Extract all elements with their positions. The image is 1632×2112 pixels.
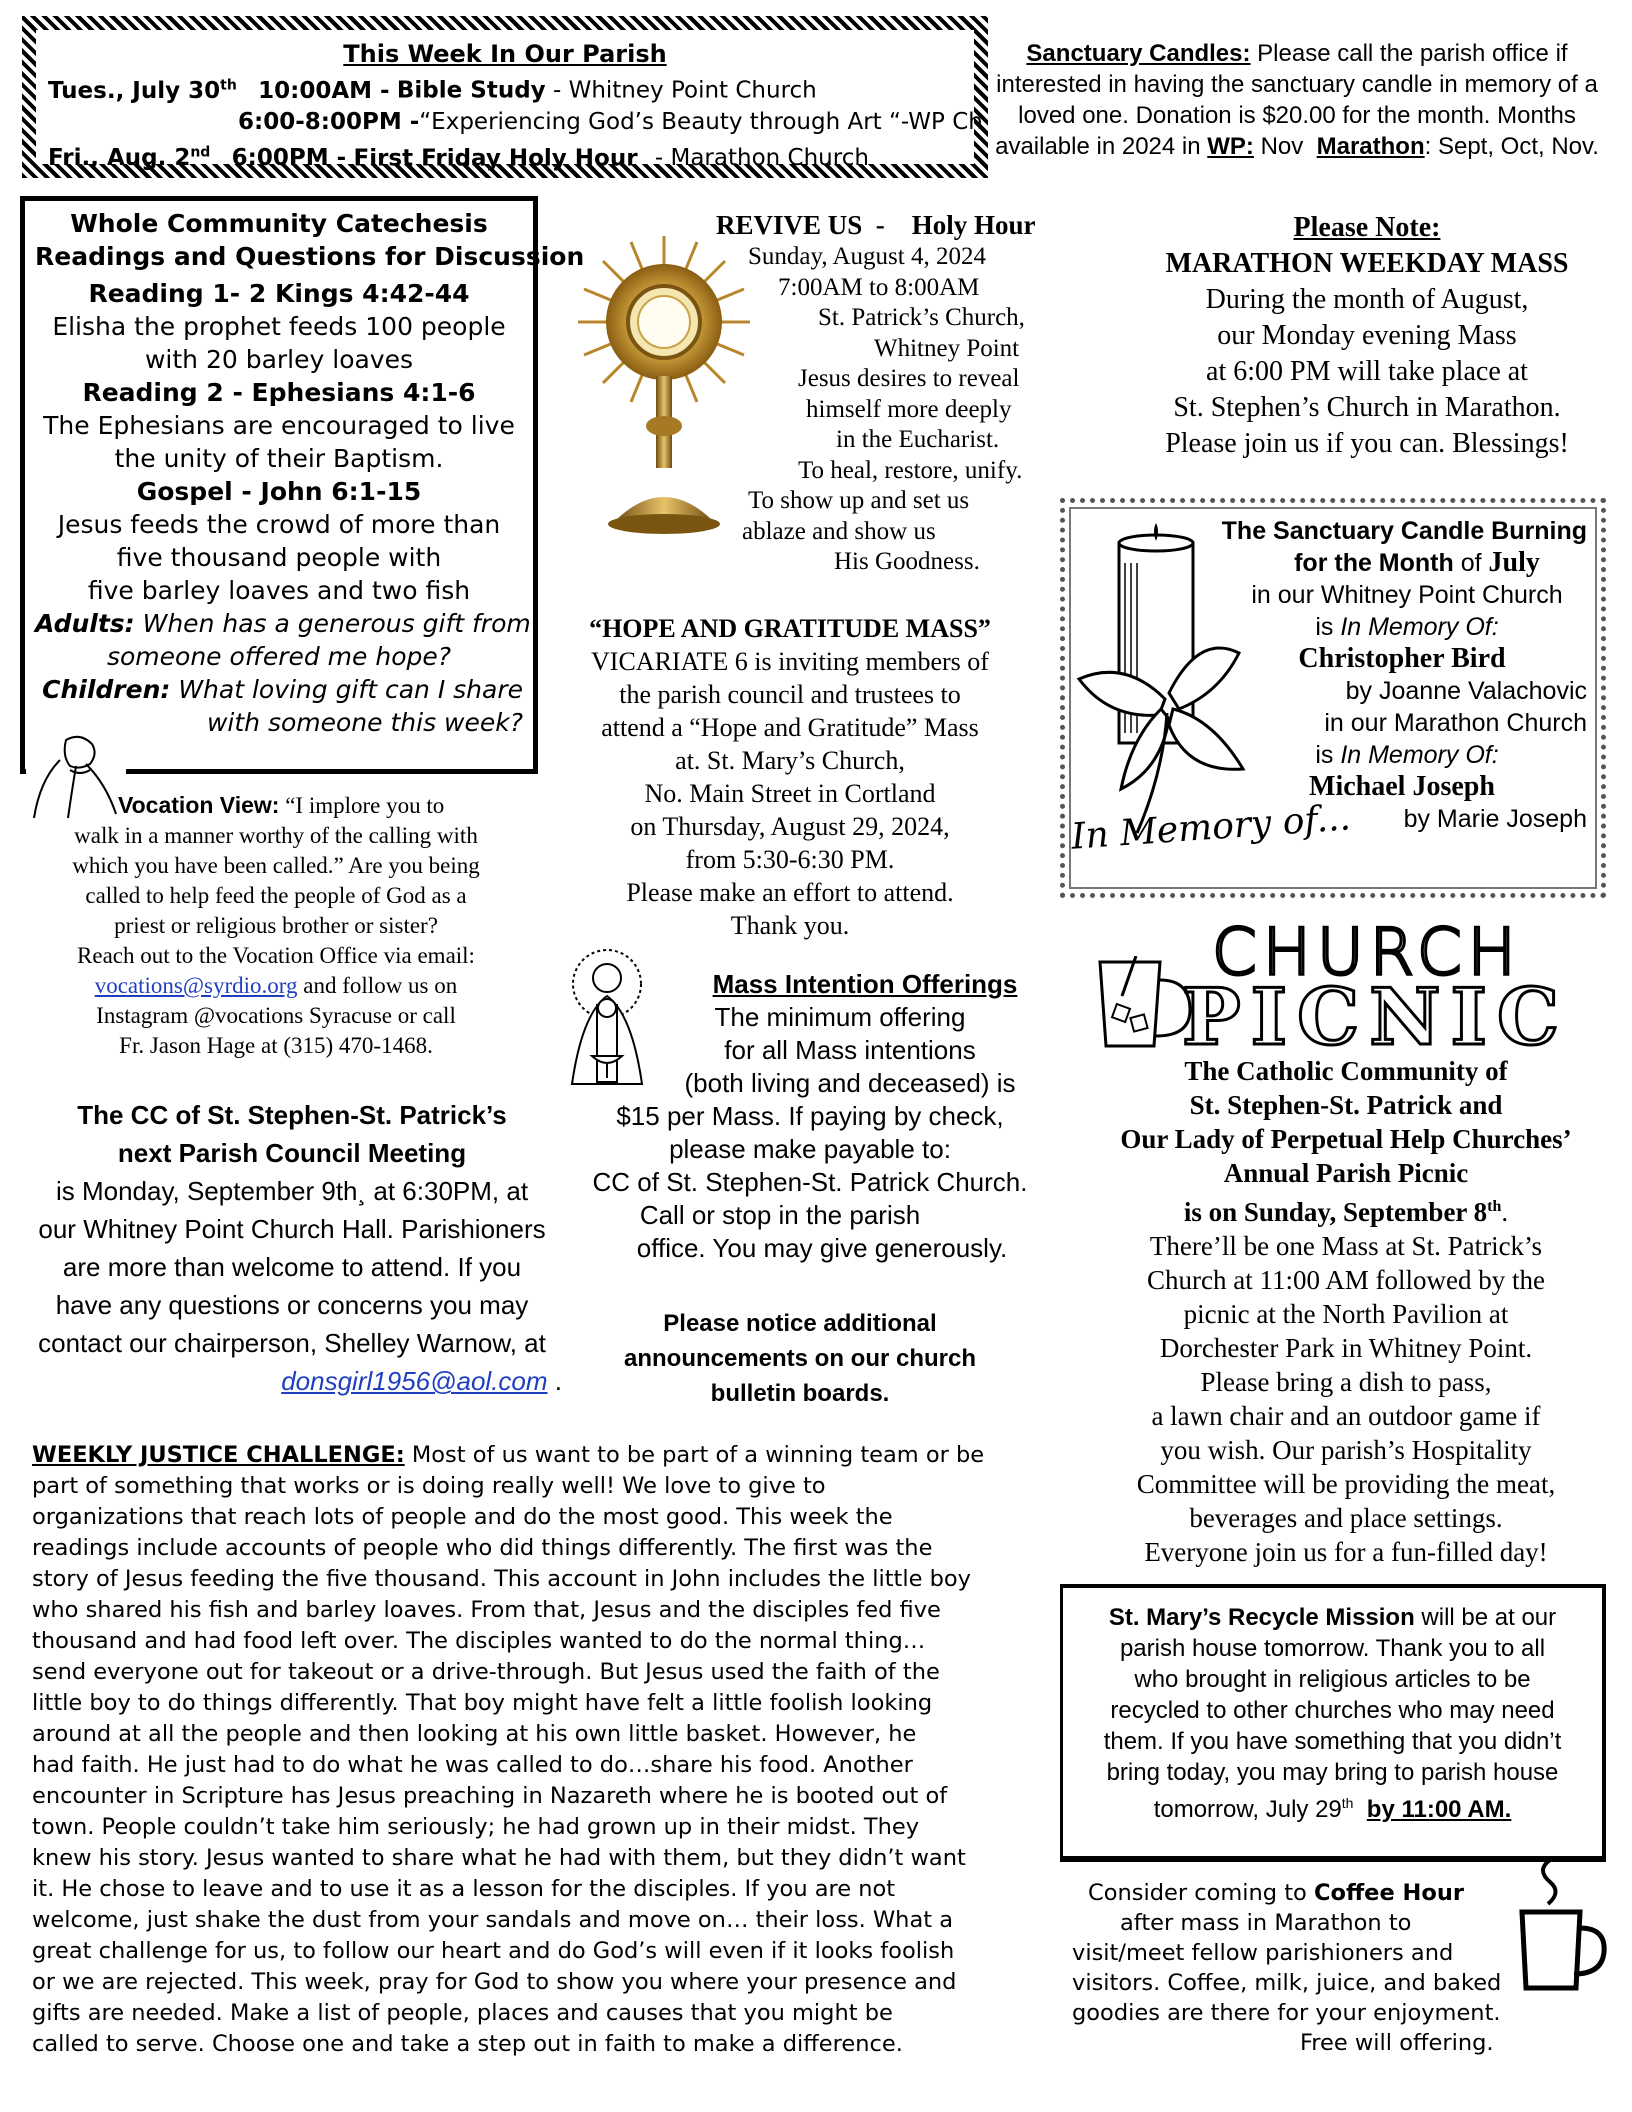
justice-first-line: WEEKLY JUSTICE CHALLENGE: Most of us want to be part of a winning team or be — [32, 1442, 985, 1468]
hope-title: “HOPE AND GRATITUDE MASS” — [589, 614, 991, 643]
picnic-bold-line: The Catholic Community of — [1184, 1056, 1508, 1086]
notice-line: bulletin boards. — [710, 1380, 890, 1407]
council-line: contact our chairperson, Shelley Warnow, at — [38, 1328, 546, 1358]
catechesis-box — [20, 196, 585, 774]
vocation-line: called to help feed the people of God as a — [85, 883, 467, 908]
mass-intention-line: for all Mass intentions — [724, 1035, 976, 1065]
hope-line: Thank you. — [730, 911, 850, 940]
picnic-line: beverages and place settings. — [1189, 1503, 1503, 1533]
holy-hour-line: St. Patrick’s Church, — [818, 304, 1025, 331]
holy-hour-details — [700, 242, 1100, 578]
holy-hour-line: himself more deeply — [806, 395, 1012, 423]
recycle-mission-box — [1060, 1584, 1606, 1862]
justice-line: or we are rejected. This week, pray for God to show you where your presence and — [32, 1969, 957, 1995]
justice-line: little boy to do things differently. That boy might have felt a little foolish looking — [32, 1690, 933, 1716]
holy-hour-line: in the Eucharist. — [836, 426, 1000, 453]
justice-line: part of something that works or is doing really well! We love to give to — [32, 1473, 826, 1499]
holy-hour-line: His Goodness. — [834, 548, 980, 575]
hope-line: the parish council and trustees to — [619, 680, 961, 709]
justice-line: town. People couldn’t take him seriously; he had grown up in their midst. They — [32, 1814, 920, 1840]
parish-picnic — [1066, 1054, 1626, 1569]
july-line-6: is In Memory Of: — [1315, 741, 1499, 769]
wcc-children-question-2: with someone this week? — [206, 708, 523, 737]
wcc-reading2-line: the unity of their Baptism. — [114, 444, 444, 473]
picnic-line: Please bring a dish to pass, — [1200, 1367, 1492, 1397]
council-line: have any questions or concerns you may — [55, 1290, 529, 1320]
recycle-last-line: tomorrow, July 29th by 11:00 AM. — [1153, 1795, 1512, 1823]
council-line: are more than welcome to attend. If you — [62, 1252, 522, 1282]
justice-line: encounter in Scripture has Jesus preaching in Nazareth where he is booted out of — [32, 1783, 948, 1809]
row3-place: - Marathon Church — [654, 145, 869, 172]
justice-line: called to serve. Choose one and take a step out in faith to make a difference. — [32, 2031, 903, 2057]
picnic-date-line: is on Sunday, September 8th. — [1183, 1197, 1509, 1227]
vocation-call-line: Fr. Jason Hage at (315) 470-1468. — [119, 1033, 433, 1058]
justice-line: gifts are needed. Make a list of people, places and causes that you might be — [32, 2000, 893, 2026]
hope-line: Please make an effort to attend. — [626, 878, 954, 907]
vocation-view — [22, 790, 530, 1061]
hope-line: No. Main Street in Cortland — [644, 779, 936, 808]
picnic-logo-top: CHURCH — [1212, 916, 1522, 990]
picnic-line: Dorchester Park in Whitney Point. — [1159, 1333, 1533, 1363]
please-note-line: Please join us if you can. Blessings! — [1165, 428, 1569, 459]
coffee-line: visit/meet fellow parishioners and — [1072, 1940, 1454, 1966]
hope-line: from 5:30-6:30 PM. — [685, 845, 895, 874]
council-title-2: next Parish Council Meeting — [117, 1138, 467, 1168]
weekly-justice-challenge — [32, 1440, 1042, 2060]
mass-intention-line: (both living and deceased) is — [684, 1068, 1016, 1098]
mass-intention-line: CC of St. Stephen-St. Patrick Church. — [592, 1167, 1028, 1197]
candles-line-1: interested in having the sanctuary candle in memory of a — [996, 71, 1598, 98]
wcc-adults-question-2: someone offered me hope? — [106, 642, 452, 671]
council-title-1: The CC of St. Stephen-St. Patrick’s — [77, 1100, 507, 1130]
justice-line: welcome, just shake the dust from your sandals and move on… their loss. What a — [32, 1907, 953, 1933]
holy-hour-line: 7:00AM to 8:00AM — [778, 273, 980, 301]
recycle-line: who brought in religious articles to be — [1134, 1666, 1531, 1693]
recycle-line: bring today, you may bring to parish house — [1106, 1759, 1559, 1786]
coffee-first-line: Consider coming to Coffee Hour — [1088, 1880, 1464, 1906]
coffee-line: Free will offering. — [1300, 2030, 1494, 2056]
wcc-gospel-title: Gospel - John 6:1-15 — [136, 477, 422, 506]
july-line-4: is In Memory Of: — [1315, 613, 1499, 641]
coffee-mug-illustration — [1512, 1856, 1612, 1996]
mass-intention-offerings — [560, 968, 1060, 1265]
sanctuary-candles-notice — [992, 38, 1602, 162]
july-name-1: Christopher Bird — [1298, 643, 1506, 674]
coffee-line: goodies are there for your enjoyment. — [1072, 2000, 1501, 2026]
notice-line: announcements on our church — [623, 1345, 977, 1372]
holy-hour-title: REVIVE US - Holy Hour — [716, 210, 1036, 240]
vocation-email-link[interactable]: vocations@syrdio.org — [94, 973, 298, 998]
hope-line: attend a “Hope and Gratitude” Mass — [601, 713, 979, 742]
picnic-line: Committee will be providing the meat, — [1136, 1469, 1556, 1499]
july-by-2: by Marie Joseph — [1403, 805, 1587, 833]
wcc-reading2-title: Reading 2 - Ephesians 4:1-6 — [82, 378, 476, 407]
this-week-row-2 — [44, 107, 983, 138]
council-email-line: donsgirl1956@aol.com . — [281, 1366, 562, 1396]
vocation-email-line: vocations@syrdio.org and follow us on — [94, 973, 458, 998]
please-note-box — [1122, 210, 1612, 462]
hope-line: VICARIATE 6 is inviting members of — [591, 647, 989, 676]
this-week-box — [22, 16, 988, 178]
candles-wp-label: WP: — [1207, 133, 1254, 160]
row1-time: 10:00AM - — [258, 77, 390, 104]
please-note-line: St. Stephen’s Church in Marathon. — [1173, 392, 1561, 423]
justice-line: it. He chose to leave and to use it as a lesson for the disciples. If you are not — [32, 1876, 896, 1902]
in-memory-script: In Memory of... — [1069, 797, 1352, 858]
holy-hour-line: Jesus desires to reveal — [798, 365, 1020, 392]
justice-line: story of Jesus feeding the five thousand. This account in John includes the little boy — [32, 1566, 971, 1592]
church-picnic-logo — [1092, 916, 1612, 1063]
row1-place: - Whitney Point Church — [552, 77, 817, 104]
coffee-line: visitors. Coffee, milk, juice, and baked — [1072, 1970, 1502, 1996]
candles-marathon-months: : Sept, Oct, Nov. — [1424, 133, 1599, 160]
row2-time: 6:00-8:00PM - — [238, 108, 420, 135]
wcc-reading1-title: Reading 1- 2 Kings 4:42-44 — [88, 279, 470, 308]
wcc-adults-question: Adults: When has a generous gift from — [35, 609, 531, 638]
parish-council-meeting — [22, 1096, 562, 1400]
coffee-line: after mass in Marathon to — [1120, 1910, 1412, 1936]
recycle-line: parish house tomorrow. Thank you to all — [1119, 1635, 1546, 1662]
justice-line: organizations that reach lots of people and do the most good. This week the — [32, 1504, 893, 1530]
picnic-bold-line: Our Lady of Perpetual Help Churches’ — [1120, 1124, 1572, 1154]
coffee-hour — [1070, 1878, 1570, 2058]
picnic-line: picnic at the North Pavilion at — [1183, 1299, 1509, 1329]
hope-line: on Thursday, August 29, 2024, — [630, 812, 950, 841]
wcc-gospel-line: five thousand people with — [116, 543, 442, 572]
please-note-line: at 6:00 PM will take place at — [1206, 356, 1528, 387]
vocation-first-line: Vocation View: “I implore you to — [118, 792, 445, 818]
picnic-bold-line: St. Stephen-St. Patrick and — [1189, 1090, 1503, 1120]
mass-intention-title: Mass Intention Offerings — [712, 969, 1018, 999]
council-email-link[interactable]: donsgirl1956@aol.com — [281, 1366, 548, 1396]
wcc-reading1-line: with 20 barley loaves — [144, 345, 414, 374]
picnic-line: a lawn chair and an outdoor game if — [1151, 1401, 1541, 1431]
row3-event: First Friday Holy Hour — [353, 145, 638, 172]
recycle-line: recycled to other churches who may need — [1110, 1697, 1555, 1724]
wcc-title-1: Whole Community Catechesis — [70, 209, 488, 238]
wcc-children-question: Children: What loving gift can I share — [42, 675, 523, 704]
justice-line: knew his story. Jesus wanted to share what he had with them, but they didn’t want — [32, 1845, 966, 1871]
vocation-line: priest or religious brother or sister? — [114, 913, 438, 938]
wcc-gospel-line: five barley loaves and two fish — [87, 576, 471, 605]
july-by-1: by Joanne Valachovic — [1345, 677, 1587, 705]
justice-line: thousand and had food left over. The disciples wanted to do the normal thing… — [32, 1628, 926, 1654]
this-week-title: This Week In Our Parish — [343, 40, 667, 68]
justice-line: great challenge for us, to follow our heart and do God’s will even if it looks foolish — [32, 1938, 955, 1964]
candles-avail-prefix: available in 2024 in — [995, 133, 1201, 160]
picnic-line: There’ll be one Mass at St. Patrick’s — [1149, 1231, 1543, 1261]
row1-event: Bible Study — [396, 77, 546, 104]
july-line-5: in our Marathon Church — [1324, 709, 1587, 737]
justice-line: had faith. He just had to do what he was called to do…share his food. Another — [32, 1752, 913, 1778]
mass-intention-line: The minimum offering — [714, 1002, 966, 1032]
holy-hour-line: To show up and set us — [748, 487, 970, 514]
justice-line: readings include accounts of people who did things differently. The first was the — [32, 1535, 933, 1561]
picnic-logo-bottom: PICNIC — [1182, 972, 1570, 1063]
justice-line: send everyone out for takeout or a drive-through. But Jesus used the faith of the — [32, 1659, 940, 1685]
council-line: our Whitney Point Church Hall. Parishioners — [38, 1214, 546, 1244]
mass-intention-line: Call or stop in the parish — [639, 1200, 921, 1230]
vocation-line: which you have been called.” Are you being — [72, 853, 480, 878]
notice-line: Please notice additional — [663, 1310, 937, 1337]
please-note-line: our Monday evening Mass — [1217, 320, 1517, 351]
wcc-title-2: Readings and Questions for Discussion — [35, 242, 585, 271]
holy-hour-line: ablaze and show us — [742, 517, 936, 545]
picnic-line: Church at 11:00 AM followed by the — [1147, 1265, 1545, 1295]
justice-line: around at all the people and then looking at his own little basket. However, he — [32, 1721, 917, 1747]
july-line-3: in our Whitney Point Church — [1251, 581, 1563, 609]
mass-intention-line: office. You may give generously. — [636, 1233, 1008, 1263]
justice-line: who shared his fish and barley loaves. From that, Jesus and the disciples fed five — [32, 1597, 941, 1623]
recycle-line: them. If you have something that you didn’t — [1103, 1728, 1562, 1755]
sanctuary-july-text — [1187, 515, 1587, 835]
hope-gratitude-mass — [540, 612, 1040, 942]
holy-hour-line: Whitney Point — [874, 334, 1020, 362]
candles-line-0: Please call the parish office if — [1257, 40, 1568, 67]
picnic-glass-icon — [1092, 956, 1202, 1052]
picnic-bold-line: Annual Parish Picnic — [1223, 1158, 1469, 1188]
wcc-reading2-line: The Ephesians are encouraged to live — [43, 411, 515, 440]
july-name-2: Michael Joseph — [1309, 771, 1495, 802]
row3-time: 6:00PM - — [231, 145, 347, 172]
please-note-heading: MARATHON WEEKDAY MASS — [1165, 248, 1569, 279]
picnic-line: Everyone join us for a fun-filled day! — [1144, 1537, 1548, 1567]
holy-hour-line: Sunday, August 4, 2024 — [748, 243, 986, 270]
candles-heading: Sanctuary Candles: — [1026, 40, 1251, 67]
bulletin-board-notice — [600, 1306, 1000, 1411]
sanctuary-candle-july-box — [1060, 498, 1606, 898]
wcc-gospel-line: Jesus feeds the crowd of more than — [57, 510, 501, 539]
mass-intention-line: please make payable to: — [669, 1134, 951, 1164]
hope-line: at. St. Mary’s Church, — [675, 746, 905, 775]
row1-date: Tues., July 30th — [48, 77, 237, 104]
wcc-reading1-line: Elisha the prophet feeds 100 people — [52, 312, 506, 341]
candles-line-2: loved one. Donation is $20.00 for the month. Months — [1018, 102, 1576, 129]
coffee-mug-icon — [1512, 1856, 1612, 1996]
candles-wp-months: Nov — [1260, 133, 1304, 160]
vocation-line: walk in a manner worthy of the calling with — [74, 823, 478, 848]
july-line-1: The Sanctuary Candle Burning — [1221, 517, 1587, 545]
row3-date: Fri., Aug. 2nd — [48, 144, 211, 172]
this-week-row-1 — [44, 70, 966, 107]
please-note-title: Please Note: — [1293, 212, 1441, 243]
candles-marathon-label: Marathon — [1316, 133, 1425, 160]
please-note-line: During the month of August, — [1205, 284, 1529, 315]
vocation-instagram-line: Instagram @vocations Syracuse or call — [96, 1003, 456, 1028]
row2-place: “Experiencing God’s Beauty through Art “-WP Ch — [419, 108, 983, 135]
council-line: is Monday, September 9th¸ at 6:30PM, at — [55, 1176, 529, 1206]
picnic-line: you wish. Our parish’s Hospitality — [1160, 1435, 1532, 1465]
vocation-line: Reach out to the Vocation Office via email: — [77, 943, 475, 968]
mass-intention-line: $15 per Mass. If paying by check, — [616, 1101, 1004, 1131]
july-line-2: for the Month of July — [1294, 547, 1540, 578]
holy-hour-line: To heal, restore, unify. — [798, 456, 1023, 484]
this-week-row-3 — [44, 138, 966, 175]
recycle-heading-line: St. Mary’s Recycle Mission will be at our — [1108, 1604, 1557, 1631]
